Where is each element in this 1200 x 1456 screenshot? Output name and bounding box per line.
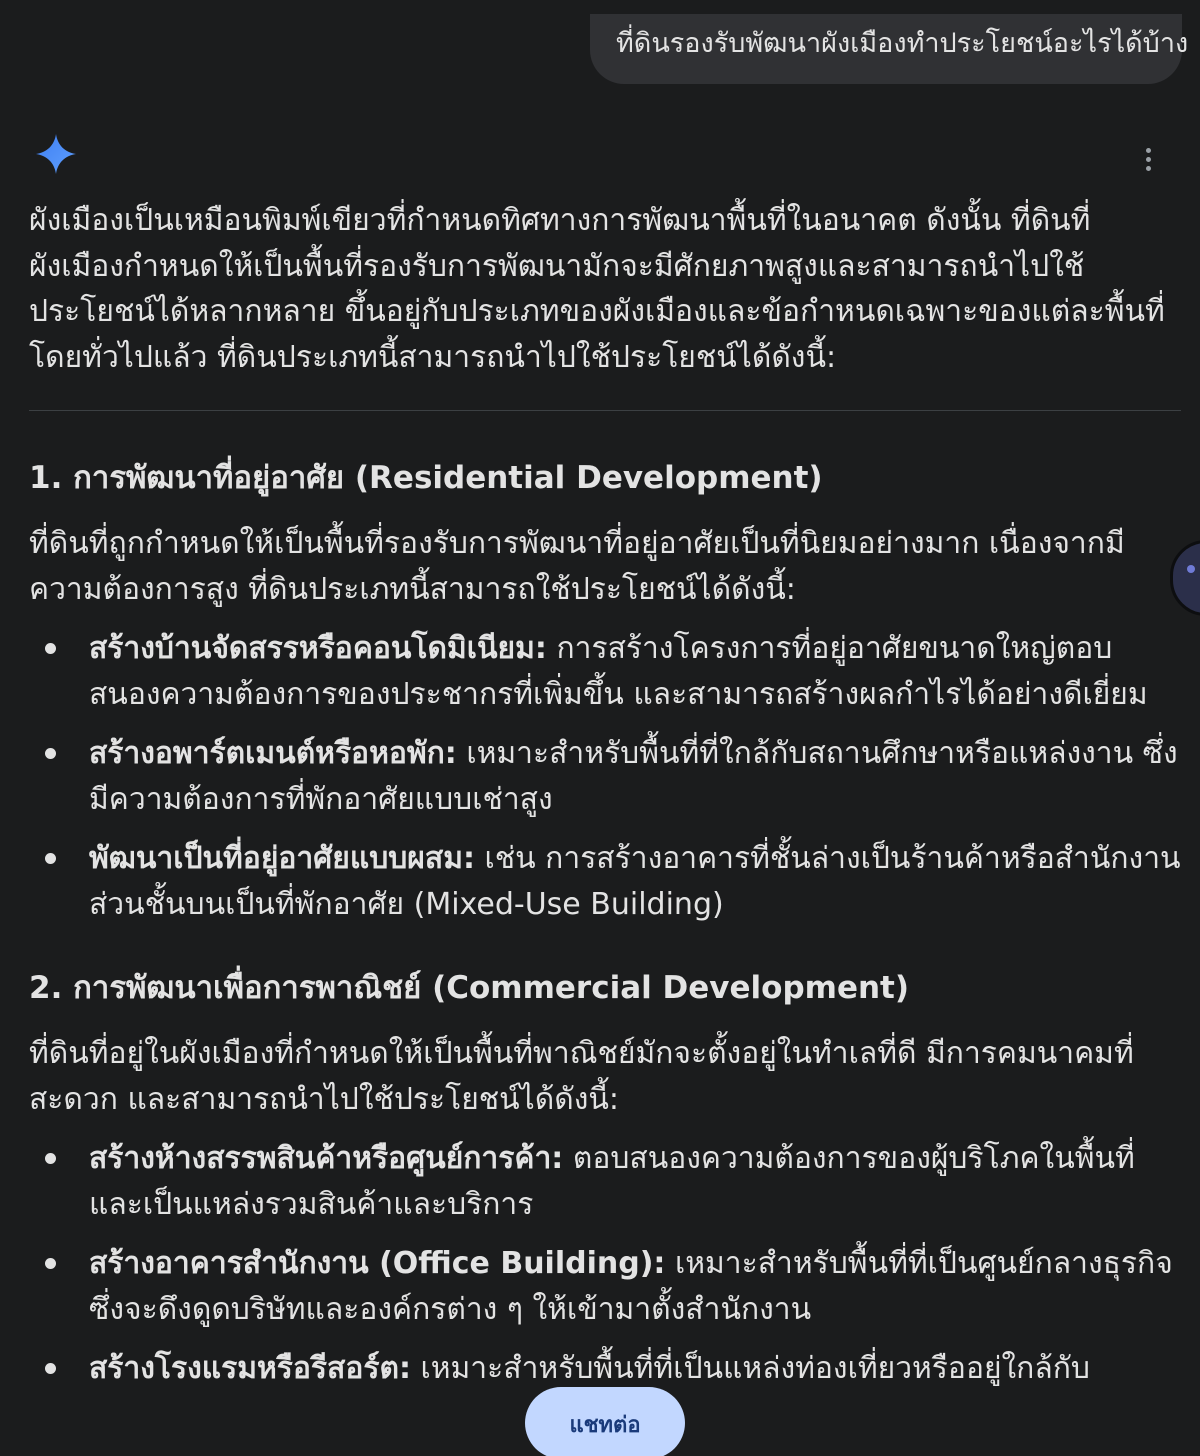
bullet-icon [45, 643, 56, 654]
item-title: สร้างห้างสรรพสินค้าหรือศูนย์การค้า: [89, 1141, 564, 1176]
divider [29, 410, 1181, 411]
continue-chat-button[interactable]: แชทต่อ [525, 1387, 685, 1456]
item-text: เหมาะสำหรับพื้นที่ที่เป็นแหล่งท่องเที่ยวหรืออยู่ใกล้กับ [410, 1351, 1090, 1386]
item-title: สร้างอาคารสำนักงาน (Office Building): [89, 1246, 666, 1281]
section-commercial [29, 965, 1181, 1392]
section-body: ที่ดินที่ถูกกำหนดให้เป็นพื้นที่รองรับการพัฒนาที่อยู่อาศัยเป็นที่นิยมอย่างมาก เนื่องจากมีความต้องการสูง ที่ดินประเภทนี้สามารถใช้ประโยชน์ได้ดังนี้: [29, 526, 1125, 607]
item-text: เช่น การสร้างอาคารที่ชั้นล่างเป็นร้านค้าหรือสำนักงาน ส่วนชั้นบนเป็นที่พักอาศัย (Mixed-Use Building) [89, 841, 1181, 922]
bullet-icon [45, 748, 56, 759]
list-item [29, 731, 1181, 822]
list-item [29, 1346, 1181, 1392]
section-residential [29, 455, 1181, 927]
list-item [29, 1241, 1181, 1332]
assistant-response [29, 198, 1181, 1406]
intro-paragraph: ผังเมืองเป็นเหมือนพิมพ์เขียวที่กำหนดทิศทางการพัฒนาพื้นที่ในอนาคต ดังนั้น ที่ดินที่ผังเมืองกำหนดให้เป็นพื้นที่รองรับการพัฒนามักจะมีศักยภาพสูงและสามารถนำไปใช้ประโยชน์ได้หลากหลาย ขึ้นอยู่กับประเภทของผังเมืองและข้อกำหนดเฉพาะของแต่ละพื้นที่ โดยทั่วไปแล้ว ที่ดินประเภทนี้สามารถนำไปใช้ประโยชน์ได้ดังนี้: [29, 203, 1165, 375]
gemini-sparkle-icon [34, 132, 78, 176]
item-title: พัฒนาเป็นที่อยู่อาศัยแบบผสม: [89, 841, 475, 876]
bullet-icon [45, 1153, 56, 1164]
list-item [29, 836, 1181, 927]
section-heading: 2. การพัฒนาเพื่อการพาณิชย์ (Commercial Development) [29, 970, 910, 1006]
item-text: เหมาะสำหรับพื้นที่ที่เป็นศูนย์กลางธุรกิจ ซึ่งจะดึงดูดบริษัทและองค์กรต่าง ๆ ให้เข้ามาตั้งสำนักงาน [89, 1246, 1173, 1327]
bullet-icon [45, 1258, 56, 1269]
item-title: สร้างโรงแรมหรือรีสอร์ต: [89, 1351, 411, 1386]
section-body: ที่ดินที่อยู่ในผังเมืองที่กำหนดให้เป็นพื้นที่พาณิชย์มักจะตั้งอยู่ในทำเลที่ดี มีการคมนาคมที่สะดวก และสามารถนำไปใช้ประโยชน์ได้ดังนี้: [29, 1036, 1134, 1117]
item-text: เหมาะสำหรับพื้นที่ที่ใกล้กับสถานศึกษาหรือแหล่งงาน ซึ่งมีความต้องการที่พักอาศัยแบบเช่าสูง [89, 736, 1178, 817]
user-message-bubble: ที่ดินรองรับพัฒนาผังเมืองทำประโยชน์อะไรได้บ้าง [590, 14, 1182, 84]
item-text: การสร้างโครงการที่อยู่อาศัยขนาดใหญ่ตอบสนองความต้องการของประชากรที่เพิ่มขึ้น และสามารถสร้างผลกำไรได้อย่างดีเยี่ยม [89, 631, 1148, 712]
item-title: สร้างบ้านจัดสรรหรือคอนโดมิเนียม: [89, 631, 547, 666]
bullet-icon [45, 853, 56, 864]
bullet-icon [45, 1363, 56, 1374]
list-item [29, 626, 1181, 717]
bullet-list [29, 626, 1181, 927]
more-vert-icon[interactable] [1136, 142, 1160, 176]
item-text: ตอบสนองความต้องการของผู้บริโภคในพื้นที่ และเป็นแหล่งรวมสินค้าและบริการ [89, 1141, 1135, 1222]
bullet-list [29, 1136, 1181, 1392]
list-item [29, 1136, 1181, 1227]
section-heading: 1. การพัฒนาที่อยู่อาศัย (Residential Development) [29, 460, 823, 496]
item-title: สร้างอพาร์ตเมนต์หรือหอพัก: [89, 736, 457, 771]
